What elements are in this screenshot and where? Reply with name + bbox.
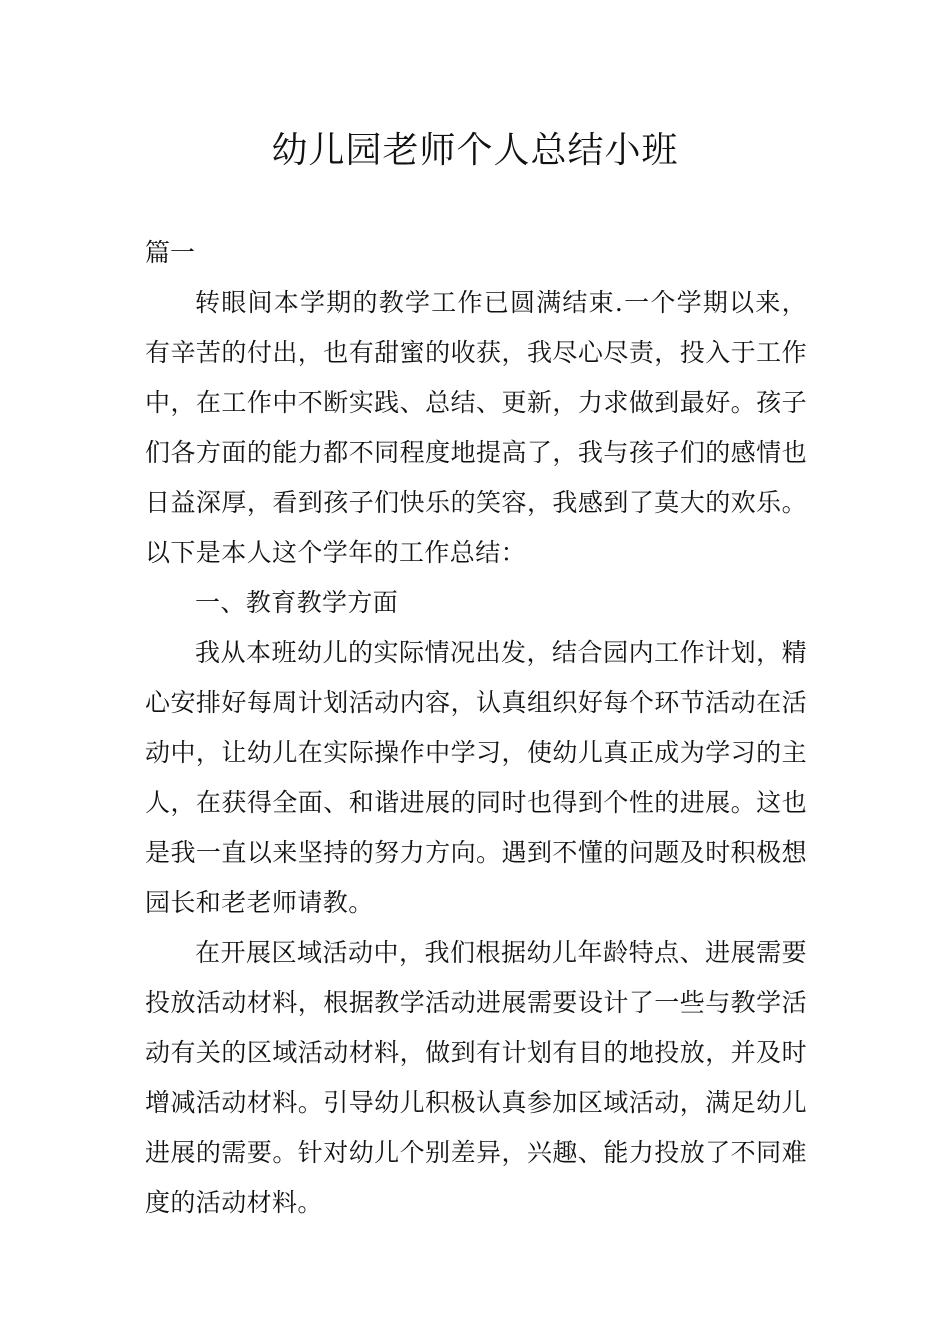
paragraph-intro: 转眼间本学期的教学工作已圆满结束.一个学期以来，有辛苦的付出，也有甜蜜的收获，我尽心尽责，投入于工作中，在工作中不断实践、总结、更新，力求做到最好。孩子们各方面的能力都不同程度地提高了，我与孩子们的感情也日益深厚，看到孩子们快乐的笑容，我感到了莫大的欢乐。以下是本人这个学年的工作总结： <box>145 288 807 567</box>
document-title: 幼儿园老师个人总结小班 <box>271 130 679 171</box>
section-heading: 一、教育教学方面 <box>195 588 399 617</box>
document-body <box>145 278 807 1228</box>
section-label: 篇一 <box>145 238 196 267</box>
paragraph-area-activities: 在开展区域活动中，我们根据幼儿年龄特点、进展需要投放活动材料，根据教学活动进展需要设计了一些与教学活动有关的区域活动材料，做到有计划有目的地投放，并及时增减活动材料。引导幼儿积极认真参加区域活动，满足幼儿进展的需要。针对幼儿个别差异，兴趣、能力投放了不同难度的活动材料。 <box>145 938 807 1217</box>
paragraph-teaching: 我从本班幼儿的实际情况出发，结合园内工作计划，精心安排好每周计划活动内容，认真组织好每个环节活动在活动中，让幼儿在实际操作中学习，使幼儿真正成为学习的主人，在获得全面、和谐进展的同时也得到个性的进展。这也是我一直以来坚持的努力方向。遇到不懂的问题及时积极想园长和老老师请教。 <box>145 638 807 917</box>
